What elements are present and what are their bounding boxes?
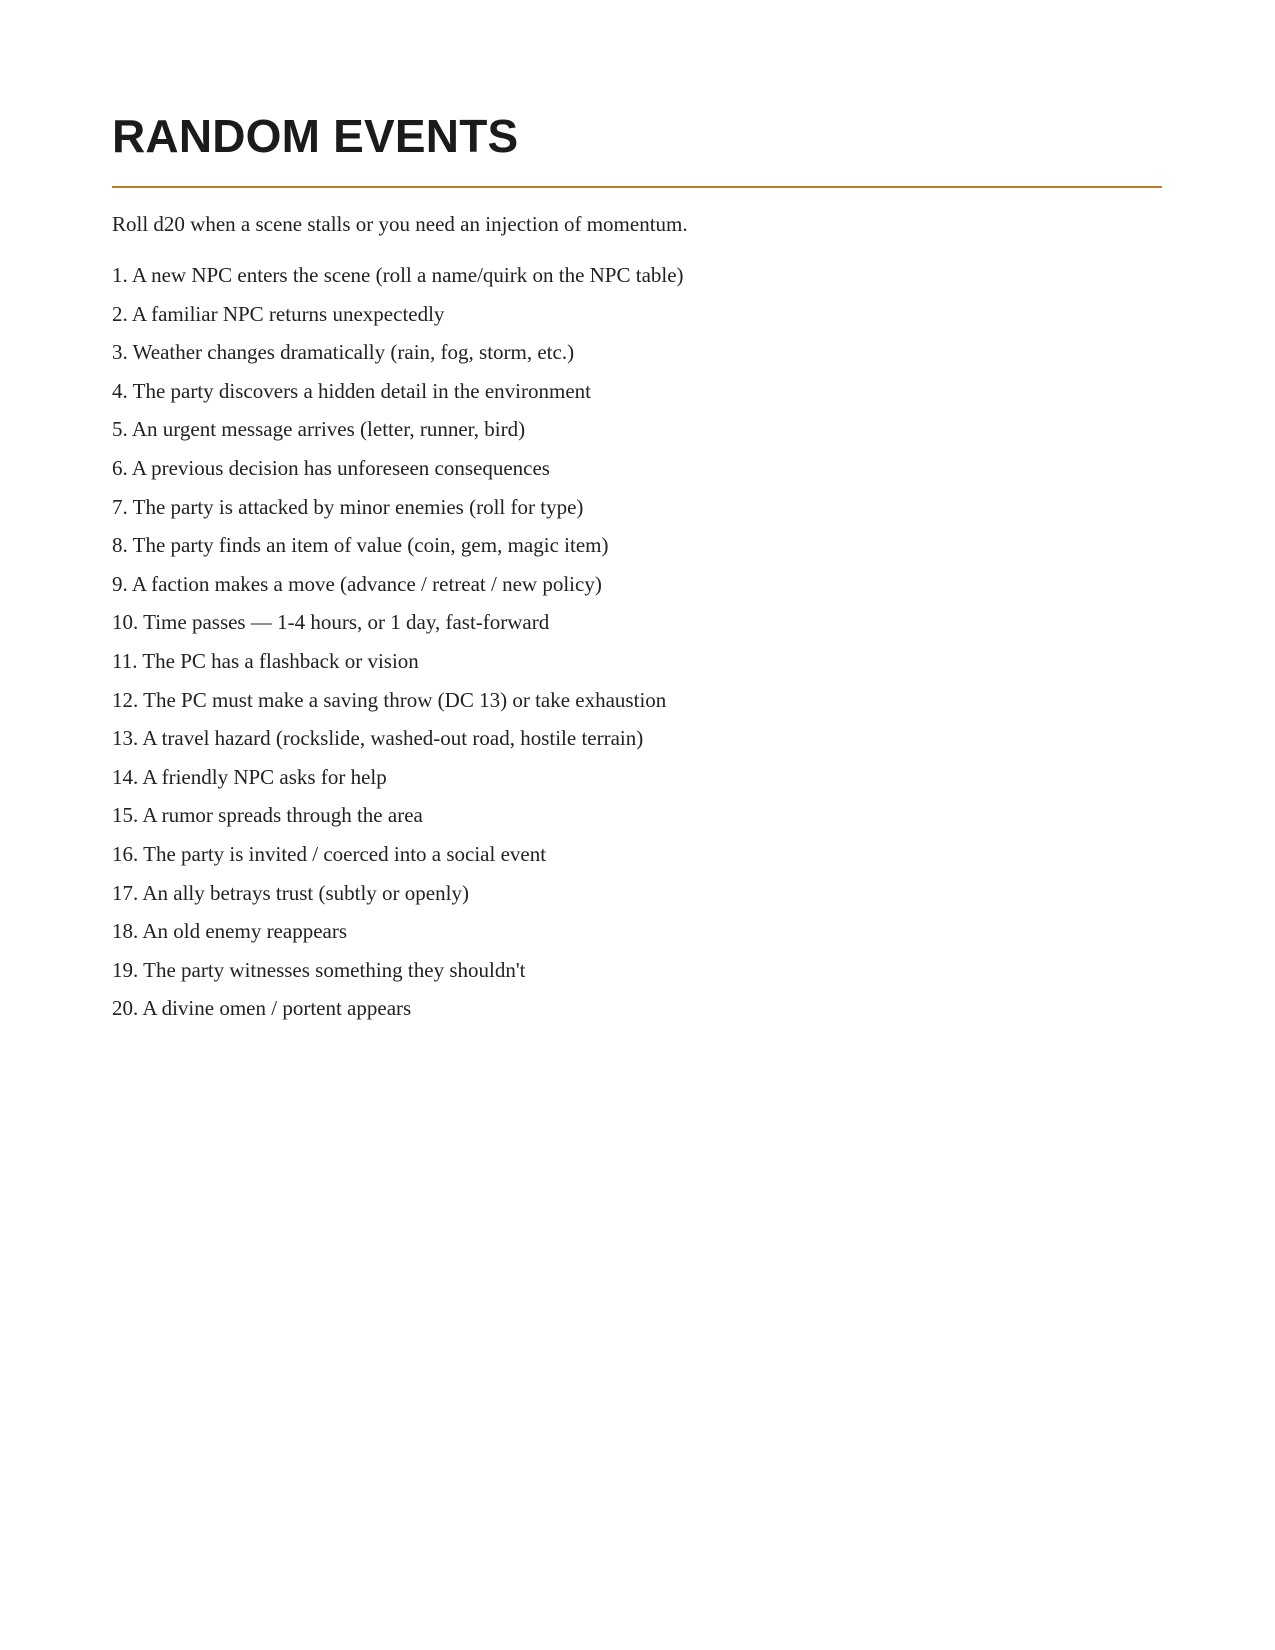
list-item: 19. The party witnesses something they shouldn't: [112, 957, 526, 982]
list-item: 17. An ally betrays trust (subtly or openly): [112, 880, 469, 905]
title-divider: [112, 186, 1162, 188]
list-item: 8. The party finds an item of value (coin, gem, magic item): [112, 533, 609, 558]
event-list: [112, 256, 1162, 1028]
list-item: 10. Time passes — 1-4 hours, or 1 day, fast-forward: [112, 610, 550, 635]
list-item: 1. A new NPC enters the scene (roll a name/quirk on the NPC table): [112, 263, 684, 287]
document-page: [112, 108, 1162, 1028]
list-item: 11. The PC has a flashback or vision: [112, 648, 419, 673]
list-item: 7. The party is attacked by minor enemies (roll for type): [112, 494, 584, 519]
list-item: 9. A faction makes a move (advance / retreat / new policy): [112, 571, 602, 596]
list-item: 14. A friendly NPC asks for help: [112, 764, 387, 789]
page-title: RANDOM EVENTS: [112, 110, 519, 162]
list-item: 16. The party is invited / coerced into a social event: [112, 841, 547, 866]
list-item: 15. A rumor spreads through the area: [112, 803, 423, 828]
list-item: 5. An urgent message arrives (letter, runner, bird): [112, 417, 526, 442]
list-item: 2. A familiar NPC returns unexpectedly: [112, 301, 445, 326]
list-item: 3. Weather changes dramatically (rain, fog, storm, etc.): [112, 340, 575, 365]
list-item: 18. An old enemy reappears: [112, 919, 348, 944]
list-item: 4. The party discovers a hidden detail in the environment: [112, 378, 591, 403]
list-item: 13. A travel hazard (rockslide, washed-out road, hostile terrain): [112, 726, 644, 751]
list-item: 12. The PC must make a saving throw (DC 13) or take exhaustion: [112, 687, 667, 712]
intro-text: Roll d20 when a scene stalls or you need an injection of momentum.: [112, 212, 688, 236]
list-item: 20. A divine omen / portent appears: [112, 996, 412, 1021]
list-item: 6. A previous decision has unforeseen consequences: [112, 455, 550, 480]
